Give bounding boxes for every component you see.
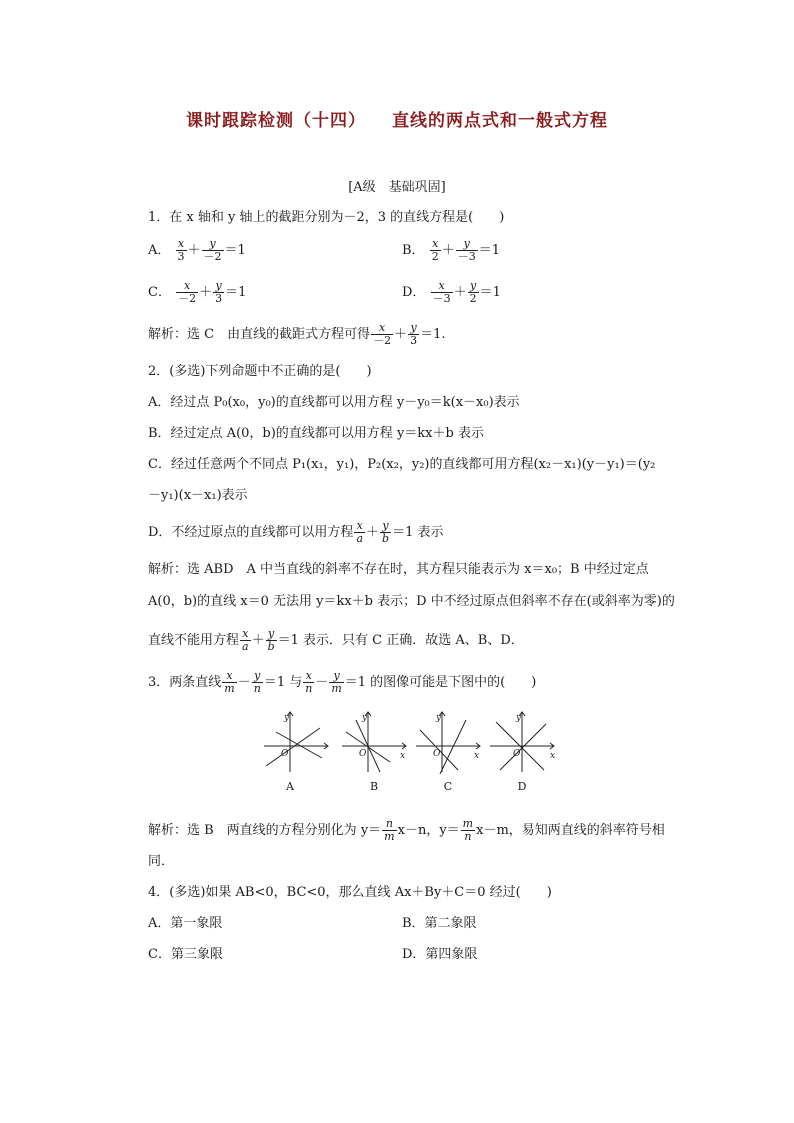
q4-option-c: C．第三象限 bbox=[148, 947, 223, 962]
graph-label-c: C bbox=[443, 780, 453, 793]
option-label: A． bbox=[148, 243, 171, 258]
solution-text: 解析：选 C 由直线的截距式方程可得 bbox=[148, 327, 371, 342]
fraction: $\frac{y}{-2}$ bbox=[203, 237, 222, 263]
fraction: $\frac{x}{a}$ bbox=[242, 627, 249, 653]
svg-text:x: x bbox=[550, 751, 556, 761]
fraction: $\frac{x}{a}$ bbox=[356, 519, 363, 545]
fraction: $\frac{x}{-2}$ bbox=[373, 321, 392, 347]
q1-option-b: B． $\frac{x}{2}$ ＋ $\frac{y}{-3}$ ＝1 bbox=[402, 237, 500, 263]
solution-text: ＝1. bbox=[420, 327, 446, 342]
q1-option-a: A． $\frac{x}{3}$ ＋ $\frac{y}{-2}$ ＝1 bbox=[148, 237, 246, 263]
q3-graph-options bbox=[262, 708, 562, 778]
title-part-1: 课时跟踪检测（十四） bbox=[186, 111, 366, 131]
q1-solution: 解析：选 C 由直线的截距式方程可得 $\frac{x}{-2}$ ＋ $\frac{y}{3}$ ＝1. bbox=[148, 321, 446, 347]
q4-option-d: D．第四象限 bbox=[402, 947, 478, 962]
q1-stem: 1．在 x 轴和 y 轴上的截距分别为－2，3 的直线方程是( ) bbox=[148, 210, 505, 225]
fraction: $\frac{x}{2}$ bbox=[431, 237, 439, 263]
q2-option-d: D．不经过原点的直线都可以用方程 $\frac{x}{a}$ ＋ $\frac{y}{b}$ ＝1 表示 bbox=[148, 519, 444, 545]
section-heading: [A级 基础巩固] bbox=[348, 180, 446, 195]
svg-text:y: y bbox=[516, 713, 522, 723]
stem-text: 3．两条直线 bbox=[148, 675, 222, 690]
q3-stem: 3．两条直线 $\frac{x}{m}$ － $\frac{y}{n}$ ＝1 与 $\frac{x}{n}$ － $\frac{y}{m}$ ＝1 的图像可能是下图中的( ) bbox=[148, 669, 537, 695]
q2-option-c-line-1: C．经过任意两个不同点 P₁(x₁，y₁)，P₂(x₂，y₂)的直线都可用方程(x₂－x₁)(y－y₁)＝(y₂ bbox=[148, 457, 656, 472]
graph-d bbox=[490, 712, 555, 772]
solution-text: x－n，y＝ bbox=[397, 823, 460, 838]
q3-solution-line-2: 同． bbox=[148, 854, 175, 869]
q4-stem: 4．(多选)如果 AB<0，BC<0，那么直线 Ax＋By＋C＝0 经过( ) bbox=[148, 885, 552, 900]
q3-solution-line-1 bbox=[148, 818, 665, 843]
q2-solution-line-1: 解析：选 ABD A 中当直线的斜率不存在时，其方程只能表示为 x＝x₀；B 中经过定点 bbox=[148, 562, 649, 577]
svg-text:O: O bbox=[513, 749, 521, 759]
svg-text:O: O bbox=[281, 749, 289, 759]
solution-text: x－m，易知两直线的斜率符号相 bbox=[476, 823, 665, 838]
graph-b bbox=[342, 712, 406, 772]
fraction: $\frac{x}{m}$ bbox=[224, 669, 235, 695]
stem-text: ＝1 的图像可能是下图中的( ) bbox=[344, 675, 537, 690]
stem-text: ＝1 与 bbox=[263, 675, 303, 690]
fraction: $\frac{y}{3}$ bbox=[215, 279, 223, 305]
q2-stem: 2．(多选)下列命题中不正确的是( ) bbox=[148, 364, 372, 379]
graph-label-b: B bbox=[369, 780, 379, 793]
solution-text: ＝1 表示．只有 C 正确．故选 A、B、D． bbox=[277, 633, 524, 648]
solution-text: 解析：选 B 两直线的方程分别化为 y＝ bbox=[148, 823, 382, 838]
q2-solution-line-3: 直线不能用方程 $\frac{x}{a}$ ＋ $\frac{y}{b}$ ＝1 表示．只有 C 正确．故选 A、B、D． bbox=[148, 627, 524, 653]
q2-solution-line-2: A(0，b)的直线 x＝0 无法用 y＝kx＋b 表示；D 中不经过原点但斜率不存在(或斜率为零)的 bbox=[148, 594, 675, 609]
q4-option-a: A．第一象限 bbox=[148, 916, 223, 931]
option-text: ＝1 表示 bbox=[392, 525, 444, 540]
title-part-2: 直线的两点式和一般式方程 bbox=[392, 111, 608, 131]
fraction: $\frac{y}{-3}$ bbox=[457, 237, 476, 263]
svg-text:O: O bbox=[433, 749, 441, 759]
svg-text:O: O bbox=[359, 749, 367, 759]
fraction: $\frac{x}{n}$ bbox=[305, 669, 313, 695]
graph-a bbox=[264, 712, 328, 772]
q4-option-b: B．第二象限 bbox=[402, 916, 477, 931]
fraction: $\frac{x}{-2}$ bbox=[178, 279, 197, 305]
svg-text:x: x bbox=[474, 751, 480, 761]
graph-c bbox=[416, 712, 480, 774]
solution-text: 直线不能用方程 bbox=[148, 633, 240, 648]
svg-text:x: x bbox=[400, 751, 406, 761]
svg-text:y: y bbox=[284, 713, 290, 723]
fraction: $\frac{m}{n}$ bbox=[462, 817, 474, 843]
svg-text:y: y bbox=[436, 713, 442, 723]
q1-option-c: C． $\frac{x}{-2}$ ＋ $\frac{y}{3}$ ＝1 bbox=[148, 279, 247, 305]
fraction: $\frac{x}{-3}$ bbox=[432, 279, 451, 305]
fraction: $\frac{x}{3}$ bbox=[177, 237, 185, 263]
q2-option-c-line-2: －y₁)(x－x₁)表示 bbox=[148, 488, 248, 503]
option-label: B． bbox=[402, 243, 425, 258]
option-label: D． bbox=[402, 285, 426, 300]
fraction: $\frac{y}{b}$ bbox=[382, 519, 390, 545]
graph-label-d: D bbox=[517, 780, 527, 793]
page-title bbox=[0, 106, 794, 131]
option-text: D．不经过原点的直线都可以用方程 bbox=[148, 525, 354, 540]
svg-text:y: y bbox=[362, 713, 368, 723]
q1-option-d: D． $\frac{x}{-3}$ ＋ $\frac{y}{2}$ ＝1 bbox=[402, 279, 501, 305]
graph-label-a: A bbox=[286, 780, 294, 793]
fraction: $\frac{y}{m}$ bbox=[331, 669, 342, 695]
fraction: $\frac{y}{n}$ bbox=[253, 669, 261, 695]
fraction: $\frac{n}{m}$ bbox=[384, 817, 395, 843]
fraction: $\frac{y}{2}$ bbox=[469, 279, 477, 305]
fraction: $\frac{y}{3}$ bbox=[410, 321, 418, 347]
option-label: C． bbox=[148, 285, 171, 300]
q2-option-b: B．经过定点 A(0，b)的直线都可以用方程 y＝kx＋b 表示 bbox=[148, 426, 484, 441]
q2-option-a: A．经过点 P₀(x₀，y₀)的直线都可以用方程 y－y₀＝k(x－x₀)表示 bbox=[148, 395, 520, 410]
fraction: $\frac{y}{b}$ bbox=[267, 627, 275, 653]
